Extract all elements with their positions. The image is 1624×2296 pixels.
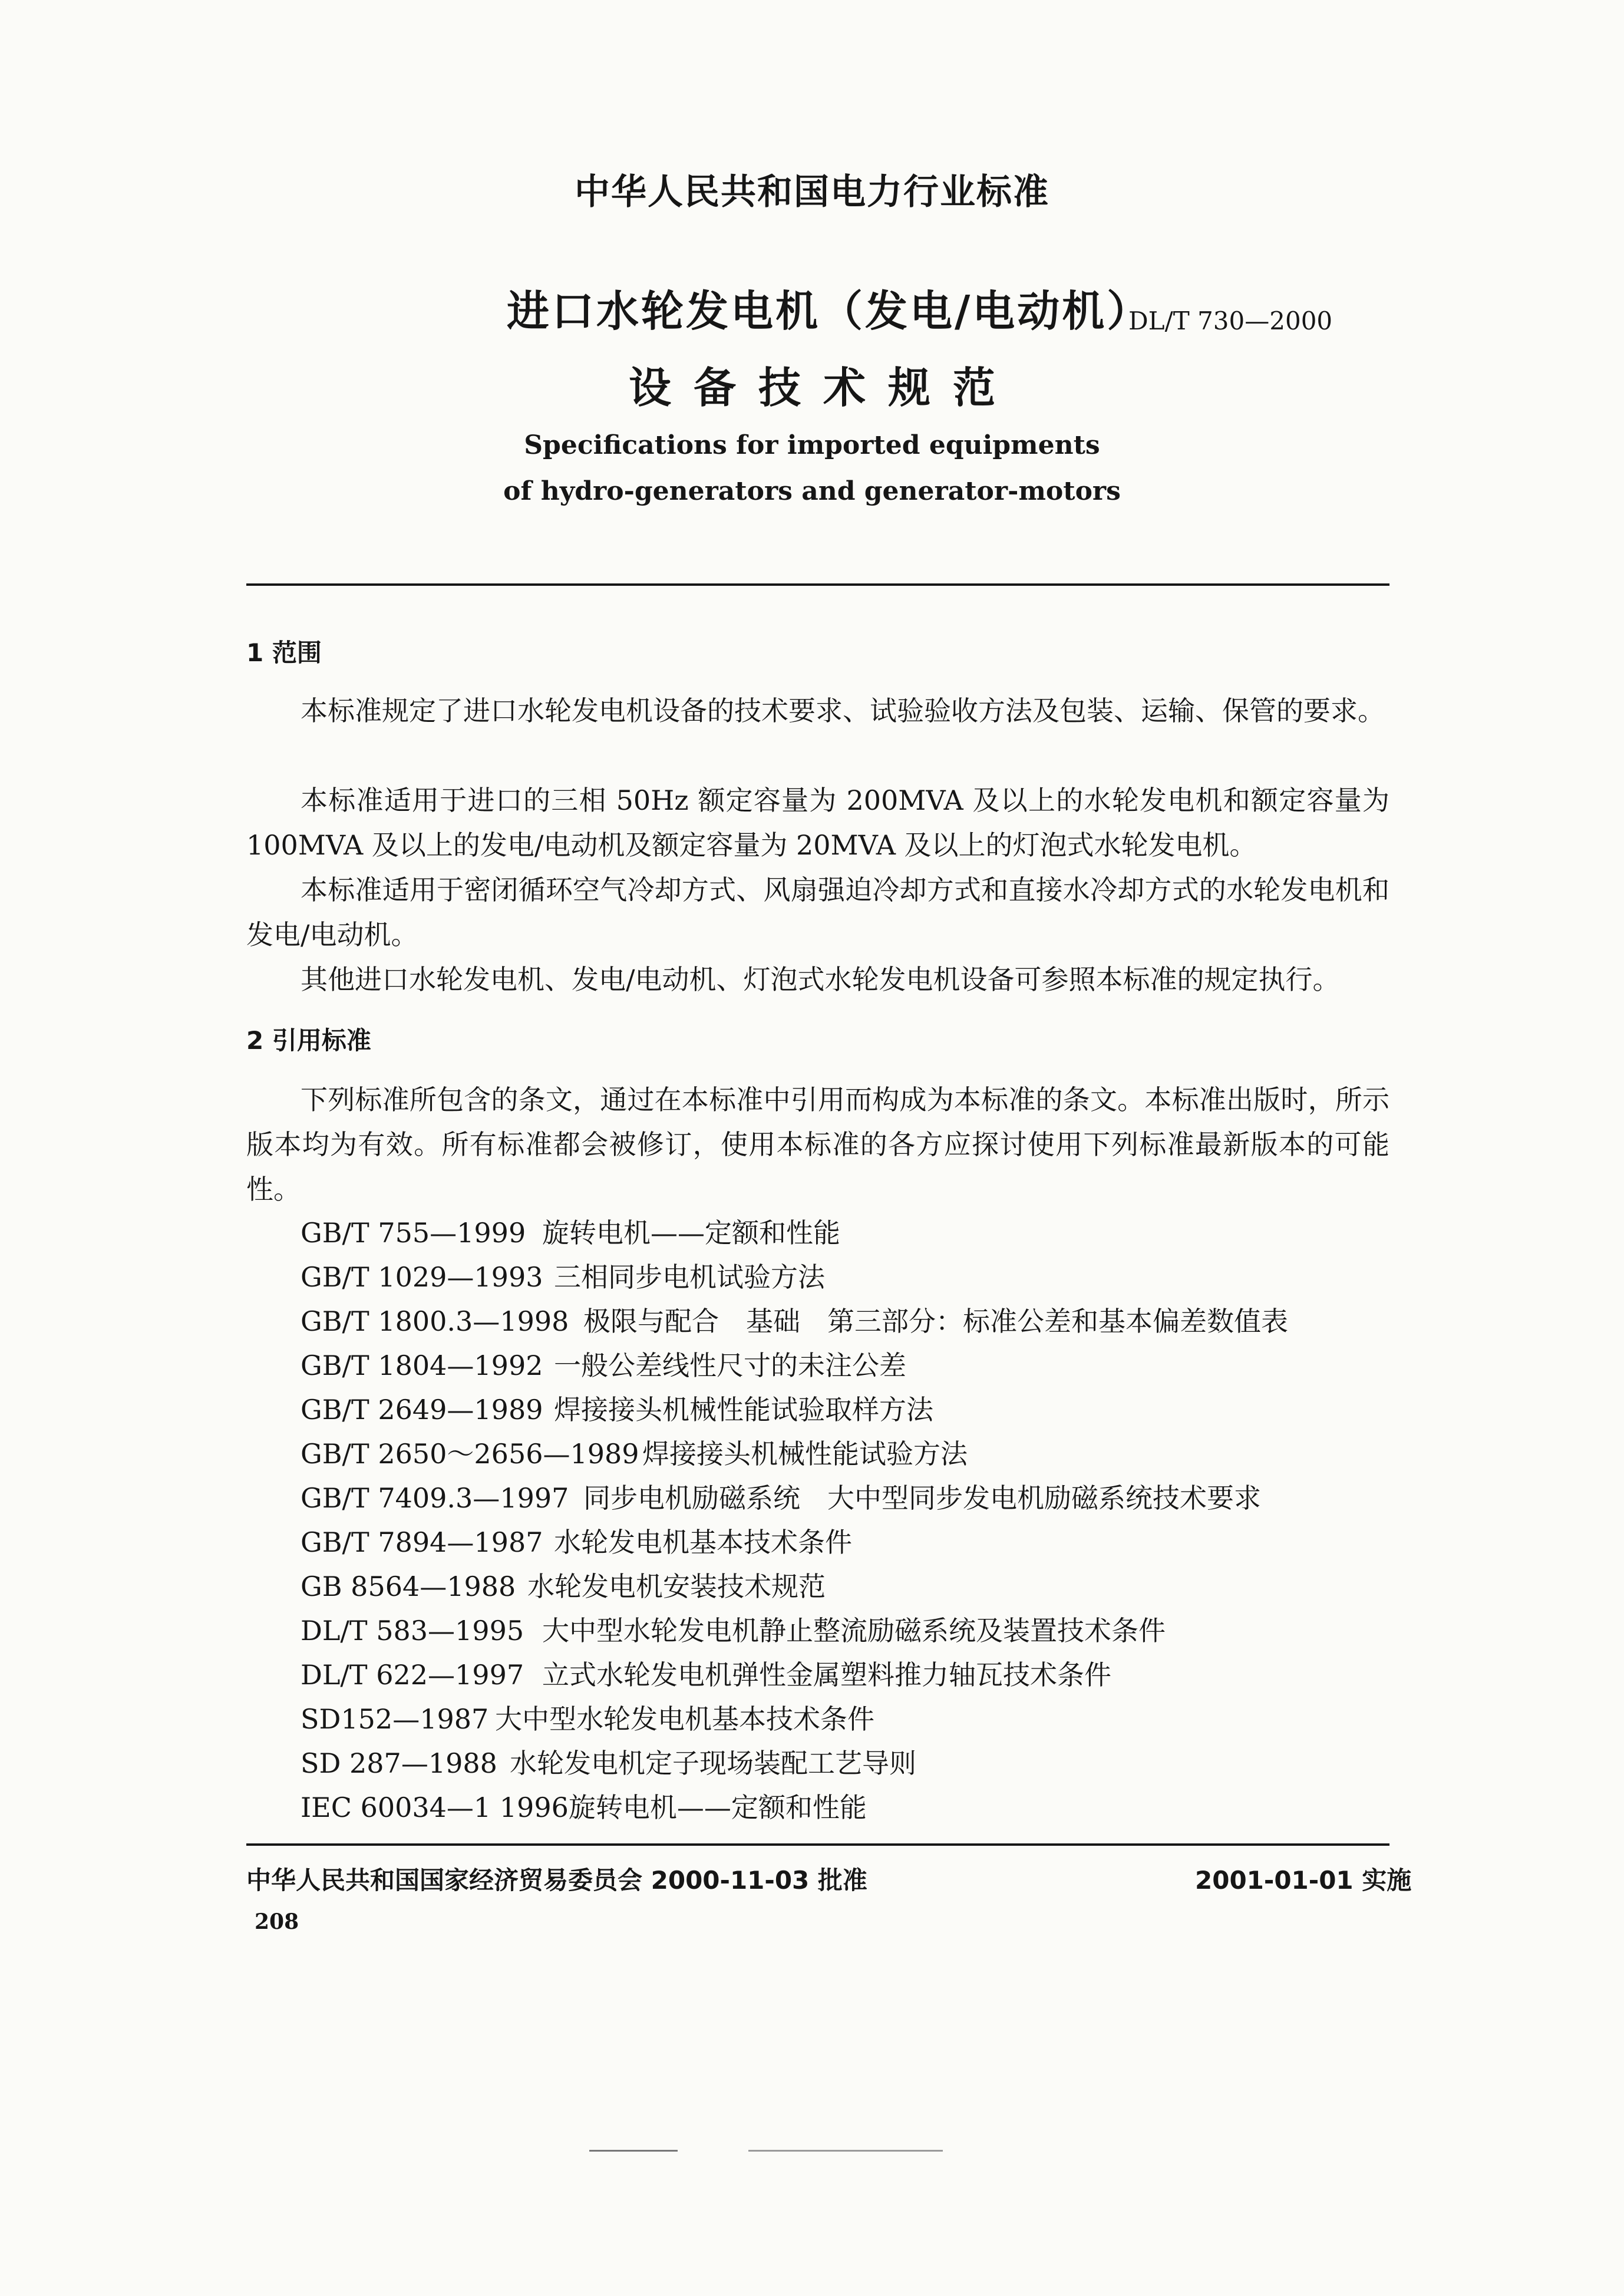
footer-divider — [246, 1843, 1389, 1846]
reference-code: IEC 60034—1 1996 — [301, 1792, 569, 1823]
reference-item — [301, 1521, 852, 1560]
reference-title: 水轮发电机定子现场装配工艺导则 — [510, 1747, 916, 1779]
reference-item — [301, 1565, 826, 1604]
reference-title: 一般公差线性尺寸的未注公差 — [554, 1350, 906, 1381]
reference-item — [301, 1698, 874, 1737]
document-title-line2: 设备技术规范 — [628, 363, 1018, 413]
reference-title: 立式水轮发电机弹性金属塑料推力轴瓦技术条件 — [542, 1659, 1111, 1691]
reference-item — [301, 1344, 906, 1383]
reference-item — [301, 1654, 1111, 1693]
section-1-heading: 1 范围 — [246, 638, 322, 667]
reference-item — [301, 1256, 825, 1295]
section-2-intro: 下列标准所包含的条文，通过在本标准中引用而构成为本标准的条文。本标准出版时，所示版本均为有效。所有标准都会被修订，使用本标准的各方应探讨使用下列标准最新版本的可能性。 — [246, 1084, 1389, 1205]
reference-title: 旋转电机——定额和性能 — [568, 1792, 867, 1823]
implementation-date: 2001-01-01 实施 — [1195, 1866, 1412, 1895]
scan-artifact — [589, 2150, 678, 2152]
reference-code: GB/T 2649—1989 — [301, 1394, 543, 1426]
reference-code: DL/T 583—1995 — [301, 1615, 524, 1647]
section-1-paragraph: 其他进口水轮发电机、发电/电动机、灯泡式水轮发电机设备可参照本标准的规定执行。 — [301, 964, 1340, 995]
reference-title: 三相同步电机试验方法 — [554, 1261, 825, 1293]
reference-title: 水轮发电机基本技术条件 — [554, 1526, 852, 1558]
reference-item — [301, 1212, 840, 1251]
reference-code: SD 287—1988 — [301, 1747, 497, 1779]
reference-title: 焊接接头机械性能试验方法 — [642, 1438, 968, 1470]
reference-item — [301, 1786, 867, 1825]
reference-code: GB/T 1804—1992 — [301, 1350, 543, 1381]
reference-title: 同步电机励磁系统 大中型同步发电机励磁系统技术要求 — [583, 1482, 1261, 1514]
section-2-heading: 2 引用标准 — [246, 1026, 371, 1055]
standard-number: DL/T 730—2000 — [1128, 306, 1333, 335]
reference-item — [301, 1609, 1166, 1648]
reference-title: 大中型水轮发电机基本技术条件 — [495, 1703, 874, 1735]
reference-code: DL/T 622—1997 — [301, 1659, 524, 1691]
reference-title: 焊接接头机械性能试验取样方法 — [554, 1394, 933, 1426]
approval-statement: 中华人民共和国国家经济贸易委员会 2000-11-03 批准 — [246, 1866, 867, 1895]
reference-code: GB 8564—1988 — [301, 1571, 516, 1602]
reference-code: GB/T 1800.3—1998 — [301, 1305, 569, 1337]
reference-item — [301, 1433, 968, 1472]
reference-title: 大中型水轮发电机静止整流励磁系统及装置技术条件 — [542, 1615, 1166, 1647]
reference-item — [301, 1742, 916, 1781]
english-title-line1: Specifications for imported equipments — [524, 430, 1100, 460]
reference-code: GB/T 7409.3—1997 — [301, 1482, 569, 1514]
reference-item — [301, 1477, 1261, 1516]
reference-title: 旋转电机——定额和性能 — [542, 1217, 840, 1249]
section-1-paragraph: 本标准适用于进口的三相 50Hz 额定容量为 200MVA 及以上的水轮发电机和额定容量为 100MVA 及以上的发电/电动机及额定容量为 20MVA 及以上的灯泡式水轮发电机。 — [246, 784, 1389, 861]
document-title-line1: 进口水轮发电机（发电/电动机） — [507, 286, 1152, 336]
reference-title: 极限与配合 基础 第三部分：标准公差和基本偏差数值表 — [583, 1305, 1288, 1337]
reference-code: SD152—1987 — [301, 1703, 489, 1735]
reference-item — [301, 1300, 1288, 1339]
reference-code: GB/T 1029—1993 — [301, 1261, 543, 1293]
section-1-paragraph: 本标准适用于密闭循环空气冷却方式、风扇强迫冷却方式和直接水冷却方式的水轮发电机和发电/电动机。 — [246, 874, 1389, 951]
reference-item — [301, 1388, 933, 1427]
reference-title: 水轮发电机安装技术规范 — [527, 1571, 826, 1602]
section-1-paragraph: 本标准规定了进口水轮发电机设备的技术要求、试验验收方法及包装、运输、保管的要求。 — [301, 695, 1385, 727]
standard-category-title: 中华人民共和国电力行业标准 — [575, 171, 1049, 213]
page-number: 208 — [255, 1909, 299, 1934]
reference-code: GB/T 2650～2656—1989 — [301, 1438, 639, 1470]
reference-code: GB/T 7894—1987 — [301, 1526, 543, 1558]
header-divider — [246, 583, 1389, 586]
scan-artifact — [748, 2150, 943, 2152]
reference-code: GB/T 755—1999 — [301, 1217, 526, 1249]
english-title-line2: of hydro-generators and generator-motors — [503, 476, 1121, 506]
